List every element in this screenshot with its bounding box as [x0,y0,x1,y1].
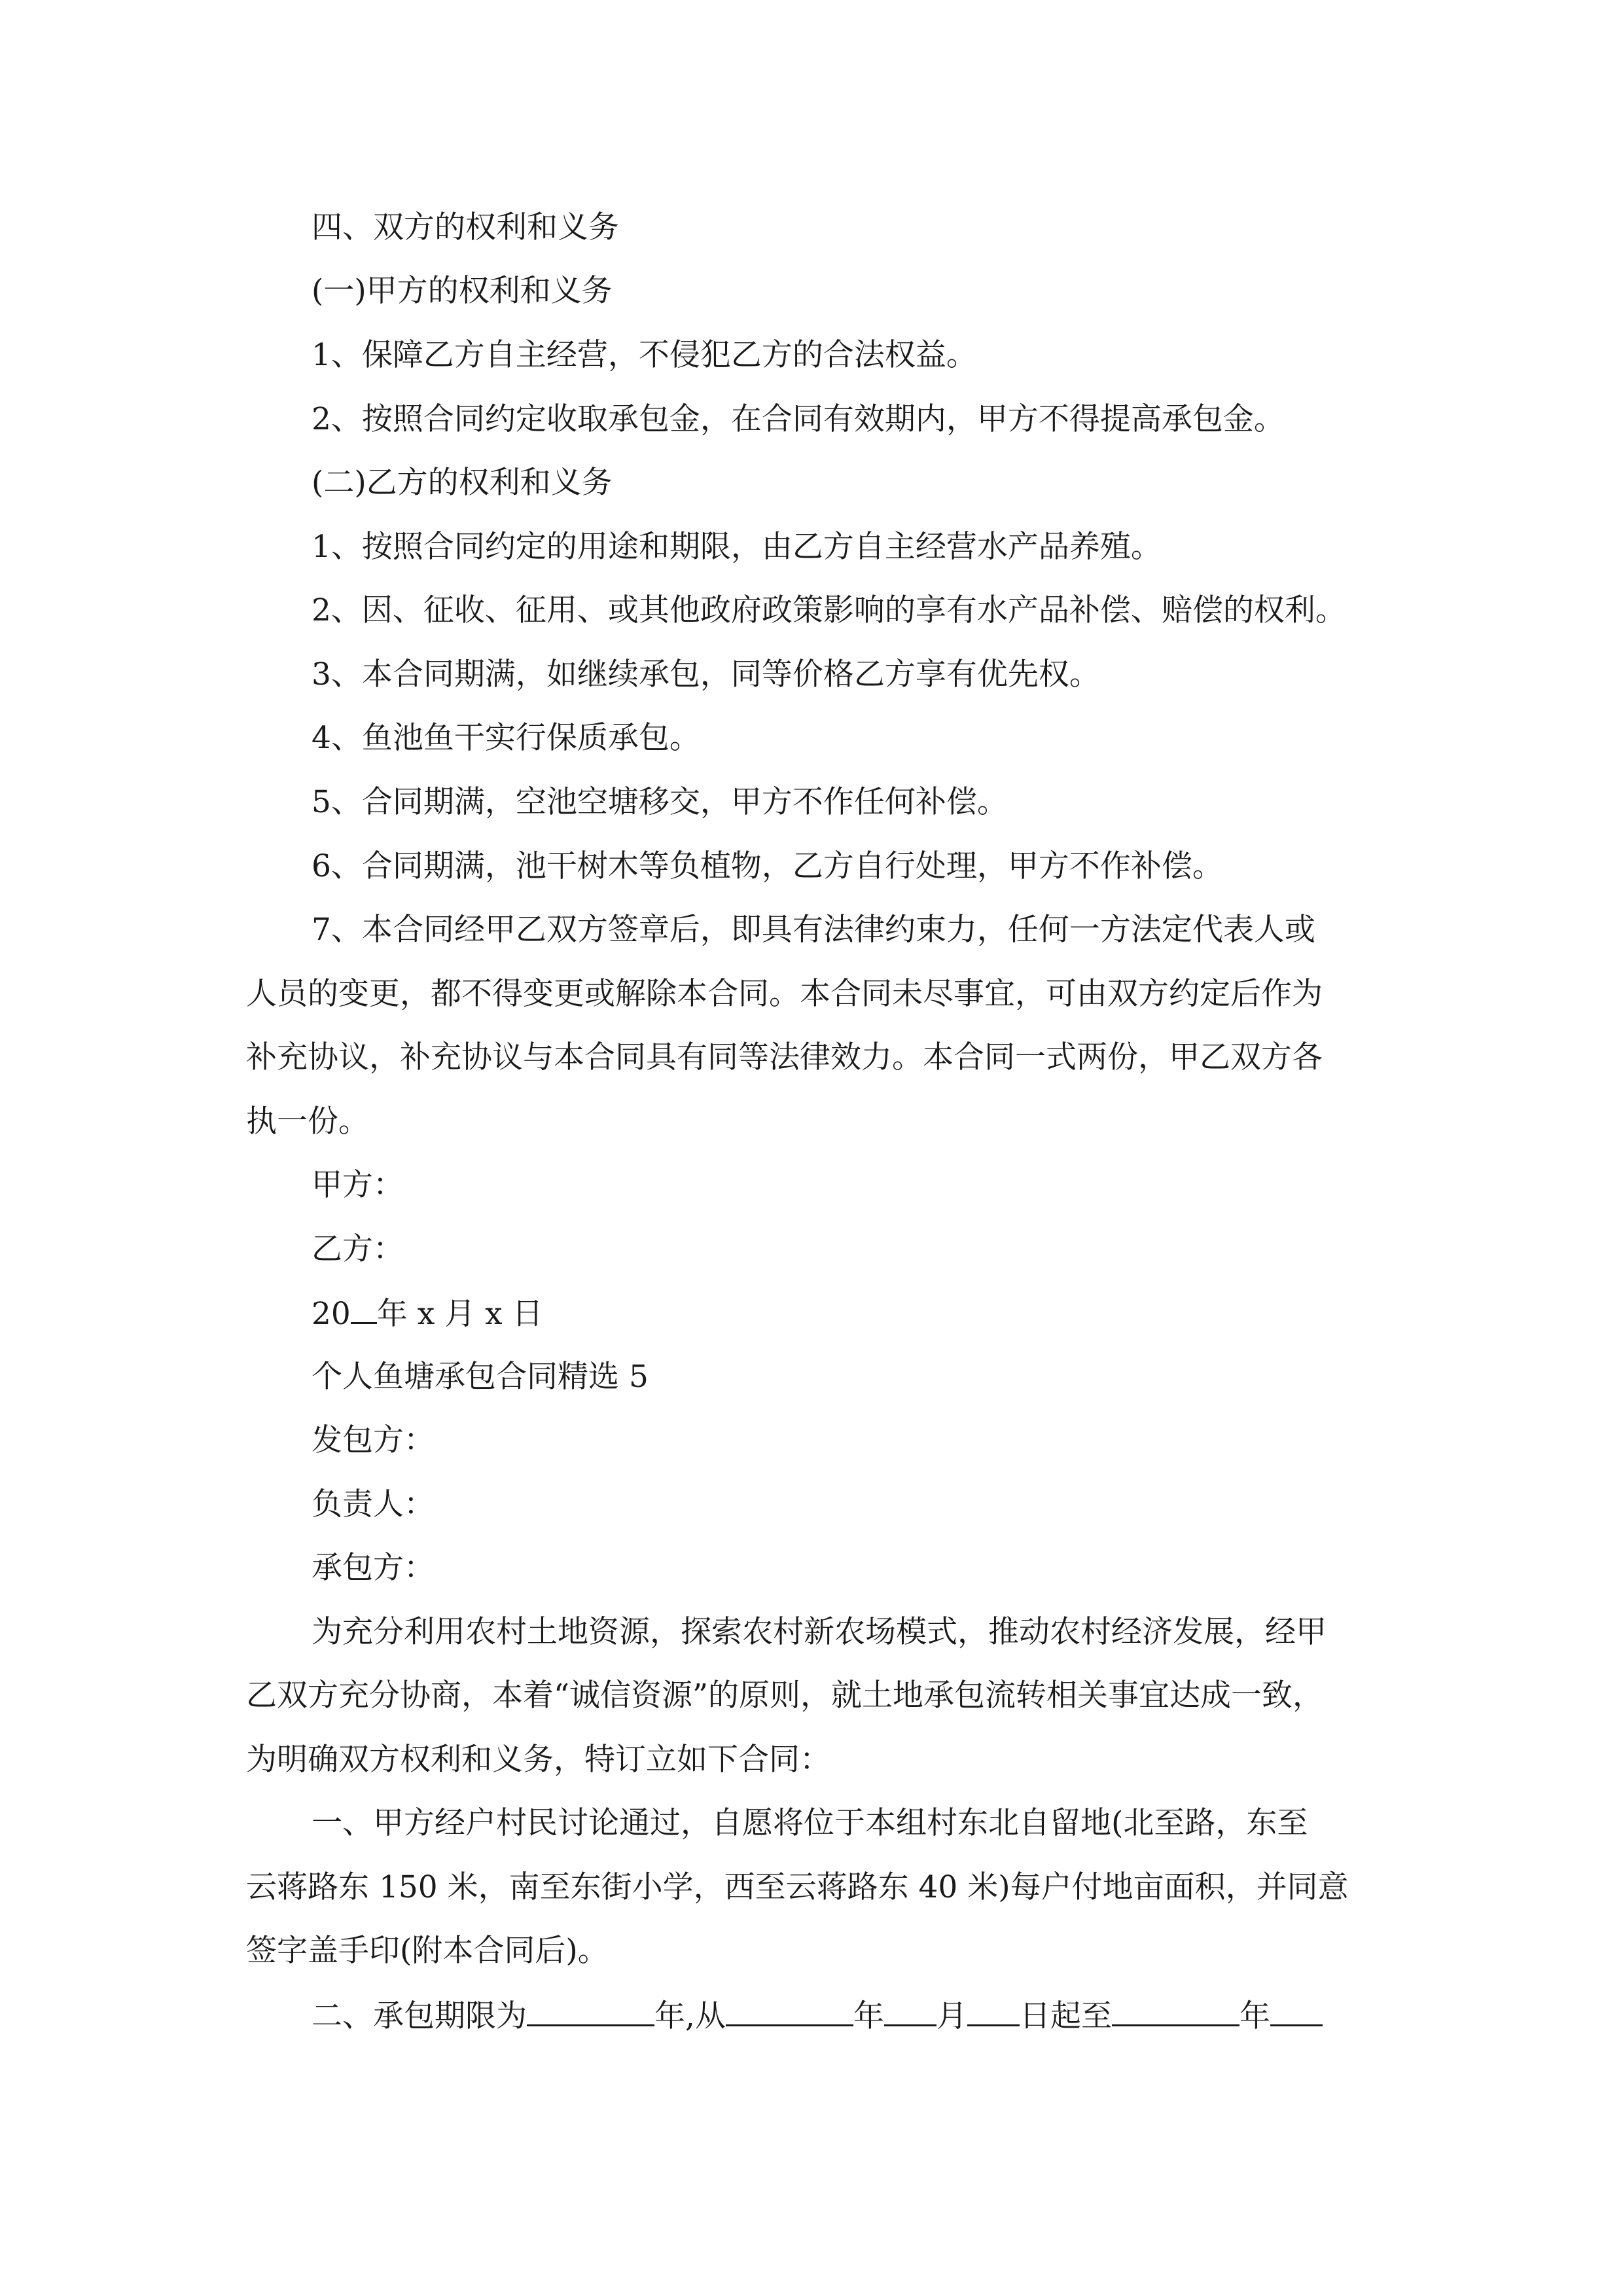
start-year-blank [726,1996,853,2026]
end-month-blank [1270,1996,1323,2026]
intro-line-3: 为明确双方权利和义务，特订立如下合同： [246,1742,830,1778]
contract-5-title: 个人鱼塘承包合同精选 5 [312,1359,649,1395]
party-b-item-3: 3、本合同期满，如继续承包，同等价格乙方享有优先权。 [312,656,1100,692]
section-four-title: 四、双方的权利和义务 [312,209,619,245]
end-year-blank [1112,1996,1240,2026]
responsible-label: 负责人： [312,1486,435,1522]
contractor-label: 承包方： [312,1550,435,1586]
party-b-item-5: 5、合同期满，空池空塘移交，甲方不作任何补偿。 [312,784,1008,820]
signature-party-b: 乙方： [312,1231,404,1267]
item-7-line-3: 补充协议，补充协议与本合同具有同等法律效力。本合同一式两份，甲乙双方各 [246,1039,1323,1075]
item-7-line-4: 执一份。 [246,1103,369,1139]
clause-1-line-3: 签字盖手印(附本合同后)。 [246,1933,609,1969]
signature-date [312,1293,543,1333]
party-a-item-1: 1、保障乙方自主经营，不侵犯乙方的合法权益。 [312,337,977,373]
party-b-heading: (二)乙方的权利和义务 [312,465,613,501]
item-7-line-2: 人员的变更，都不得变更或解除本合同。本合同未尽事宜，可由双方约定后作为 [246,976,1323,1012]
clause-1-line-1: 一、甲方经户村民讨论通过，自愿将位于本组村东北自留地(北至路，东至 [312,1805,1308,1841]
clause-2-text-6: 年 [1239,1998,1270,2034]
party-b-item-1: 1、按照合同约定的用途和期限，由乙方自主经营水产品养殖。 [312,529,1162,565]
intro-line-1: 为充分利用农村土地资源，探索农村新农场模式，推动农村经济发展，经甲 [312,1614,1327,1650]
clause-2-text-3: 年 [853,1998,884,2034]
item-7-line-1: 7、本合同经甲乙双方签章后，即具有法律约束力，任何一方法定代表人或 [312,912,1315,948]
clause-2-text-1: 二、承包期限为 [312,1998,527,2034]
signature-party-a: 甲方： [312,1167,404,1203]
intro-line-2: 乙双方充分协商，本着“诚信资源”的原则，就土地承包流转相关事宜达成一致， [246,1677,1324,1713]
clause-2-text-4: 月 [936,1998,967,2034]
party-b-item-2: 2、因、征收、征用、或其他政府政策影响的享有水产品补偿、赔偿的权利。 [312,592,1346,628]
party-b-item-6: 6、合同期满，池干树木等负植物，乙方自行处理，甲方不作补偿。 [312,848,1223,884]
clause-1-line-2: 云蒋路东 150 米，南至东街小学，西至云蒋路东 40 米)每户付地亩面积，并同意 [246,1869,1349,1905]
start-month-blank [884,1996,936,2026]
date-prefix: 20 [312,1296,351,1332]
party-a-heading: (一)甲方的权利和义务 [312,273,613,309]
start-day-blank [967,1996,1020,2026]
term-years-blank [527,1996,654,2026]
clause-2-line [312,1996,1323,2035]
clause-2-text-2: 年,从 [654,1998,726,2034]
date-rest: 年 x 月 x 日 [376,1296,543,1332]
clause-2-text-5: 日起至 [1019,1998,1112,2034]
issuer-label: 发包方： [312,1422,435,1458]
party-a-item-2: 2、按照合同约定收取承包金，在合同有效期内，甲方不得提高承包金。 [312,401,1285,437]
date-blank [351,1293,377,1324]
party-b-item-4: 4、鱼池鱼干实行保质承包。 [312,720,700,756]
